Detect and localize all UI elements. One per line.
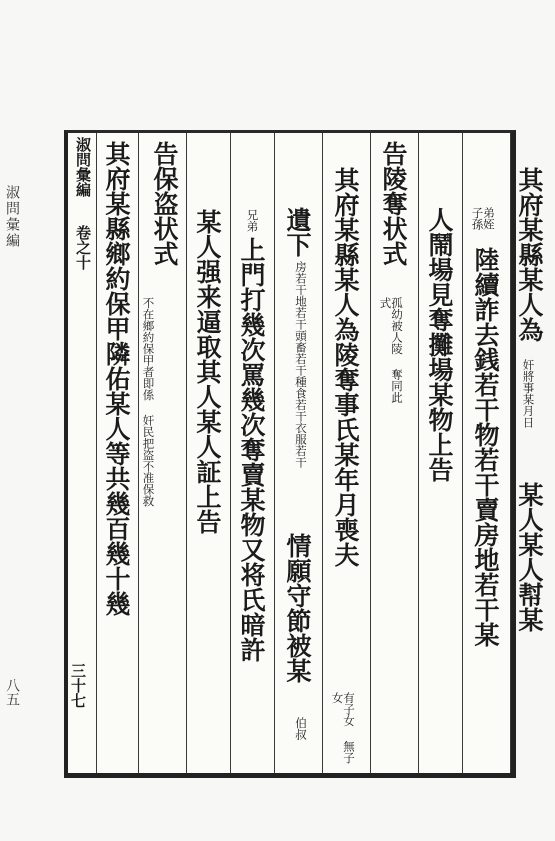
column-7-text: 上門打幾次罵幾次奪賣某物又将氏暗許 bbox=[237, 237, 266, 662]
column-rule bbox=[510, 133, 511, 778]
margin-leaf-number-text: 三十七 bbox=[69, 663, 87, 708]
text-column-1 bbox=[512, 137, 552, 770]
column-6-text: 情願守節被某 bbox=[283, 533, 312, 683]
column-1-text-bottom: 某人某人幇某 bbox=[515, 482, 544, 632]
column-rule bbox=[462, 133, 463, 778]
column-10-text: 其府某縣鄉約保甲隣佑某人等共幾百幾十幾 bbox=[102, 141, 131, 616]
column-2-small-head: 弟姪 子孫 bbox=[470, 207, 496, 230]
column-5-text: 其府某縣某人為陵奪事氏某年月喪夫 bbox=[331, 167, 360, 567]
text-column-7 bbox=[232, 137, 272, 770]
column-rule bbox=[230, 133, 231, 778]
column-4-note: 孤幼被人陵 奪同此式 bbox=[378, 297, 404, 403]
text-column-4 bbox=[372, 137, 416, 770]
column-9-heading: 告保盗状式 bbox=[150, 141, 179, 266]
column-7-small-head: 兄弟 bbox=[245, 209, 260, 232]
column-3-text: 人鬧場見奪攤場某物上告 bbox=[425, 207, 454, 482]
column-6-tail-note: 伯叔 bbox=[294, 717, 308, 740]
column-rule bbox=[186, 133, 187, 778]
column-8-text: 某人强来逼取其人某人証上告 bbox=[193, 209, 222, 534]
column-rule bbox=[96, 133, 97, 778]
margin-volume: 卷之十 bbox=[74, 225, 92, 270]
column-2-text: 陸續詐去銭若干物若干賣房地若干某 bbox=[471, 247, 500, 647]
side-book-title: 淑問彙編 bbox=[4, 185, 20, 249]
text-column-3 bbox=[420, 137, 460, 770]
column-5-tail-note: 有子女 無子女 bbox=[330, 692, 356, 764]
margin-leaf-number bbox=[70, 663, 85, 708]
text-column-9 bbox=[140, 137, 184, 770]
column-1-note: 奸將事某月日 bbox=[521, 359, 536, 428]
column-6-heading: 遺下 bbox=[283, 207, 312, 257]
column-9-note: 不在鄉約保甲者即係 奸民把盗不准保救 bbox=[141, 297, 156, 507]
column-6-note: 房若干地若干頭畜若干種食若干衣服若干 bbox=[294, 261, 308, 468]
column-1-text-top: 其府某縣某人為 bbox=[515, 167, 544, 342]
column-rule bbox=[322, 133, 323, 778]
text-leaf bbox=[64, 130, 544, 778]
column-rule bbox=[274, 133, 275, 778]
text-column-5 bbox=[324, 137, 368, 770]
column-rule bbox=[418, 133, 419, 778]
text-column-10 bbox=[100, 137, 136, 770]
page-number: 八五 bbox=[4, 678, 20, 706]
text-column-2 bbox=[464, 137, 508, 770]
text-column-8 bbox=[188, 137, 228, 770]
column-rule bbox=[370, 133, 371, 778]
column-rule bbox=[138, 133, 139, 778]
column-4-heading: 告陵奪状式 bbox=[379, 141, 408, 266]
text-column-6 bbox=[276, 137, 320, 770]
margin-book-title: 淑問彙編 bbox=[74, 137, 92, 197]
